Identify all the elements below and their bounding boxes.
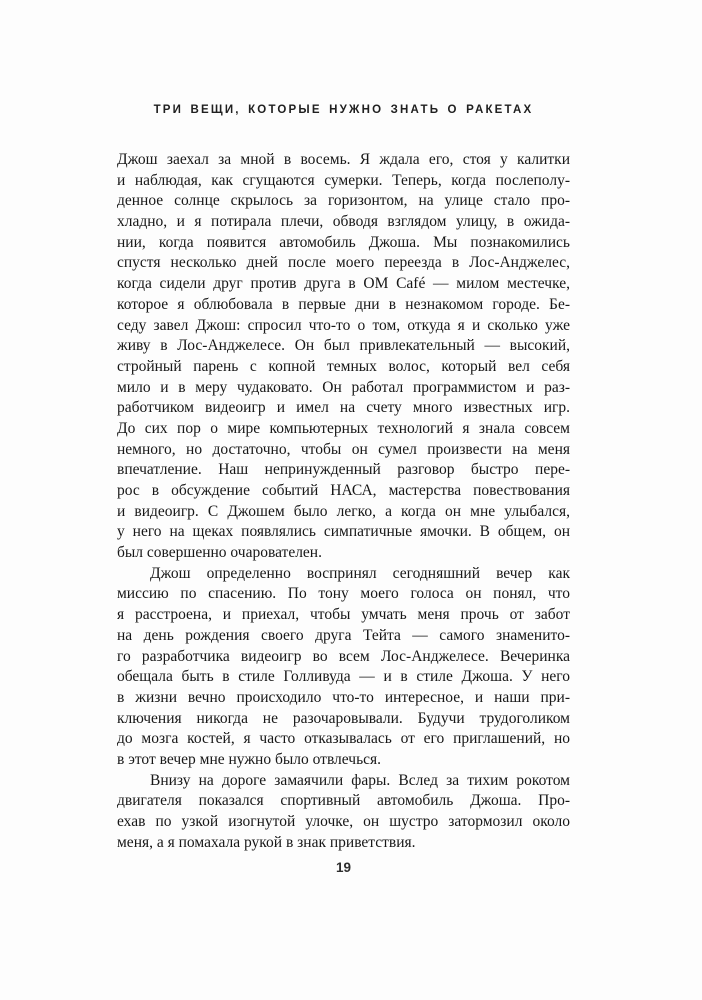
text-line: ехав по узкой изогнутой улочке, он шустро затормозил около <box>117 813 570 830</box>
text-line: Внизу на дороге замаячили фары. Вслед за тихим рокотом <box>150 771 570 789</box>
text-line: Джош заехал за мной в восемь. Я ждала его, стоя у калитки <box>117 151 570 168</box>
text-line: го разработчика видеоигр во всем Лос-Анджелесе. Вечеринка <box>117 647 570 665</box>
paragraph <box>117 150 570 564</box>
running-head: ТРИ ВЕЩИ, КОТОРЫЕ НУЖНО ЗНАТЬ О РАКЕТАХ <box>153 104 534 116</box>
text-line: на день рождения своего друга Тейта — самого знаменито- <box>117 626 570 644</box>
text-line: меня, а я помахала рукой в знак приветствия. <box>117 833 416 851</box>
text-line: и видеоигр. С Джошем было легко, а когда он мне улыбался, <box>117 502 570 520</box>
text-line: седу завел Джош: спросил что-то о том, откуда я и сколько уже <box>117 316 570 334</box>
text-line: мило и в меру чудаковато. Он работал программистом и раз- <box>117 378 570 396</box>
text-block <box>117 150 570 853</box>
text-line: стройный парень с копной темных волос, который вел себя <box>117 357 570 375</box>
text-line: рос в обсуждение событий НАСА, мастерства повествования <box>117 482 570 499</box>
text-line: у него на щеках появлялись симпатичные ямочки. В общем, он <box>117 523 570 541</box>
text-line: до мозга костей, я часто отказывалась от его приглашений, но <box>117 730 570 748</box>
text-line: в жизни вечно происходило что-то интересное, и наши при- <box>117 688 570 706</box>
paragraph <box>117 771 570 854</box>
page-number: 19 <box>335 860 352 875</box>
text-line: денное солнце скрылось за горизонтом, на улице стало про- <box>117 192 570 210</box>
text-line: миссию по спасению. По тону моего голоса он понял, что <box>117 585 570 603</box>
paragraph <box>117 564 570 771</box>
text-line: и наблюдая, как сгущаются сумерки. Теперь, когда послеполу- <box>117 171 570 189</box>
text-line: я расстроена, и приехал, чтобы умчать меня прочь от забот <box>117 606 570 624</box>
text-line: спустя несколько дней после моего переезда в Лос-Анджелес, <box>117 254 570 272</box>
text-line: немного, но достаточно, чтобы он сумел произвести на меня <box>117 440 570 458</box>
text-line: Джош определенно воспринял сегодняшний вечер как <box>150 564 570 582</box>
text-line: двигателя показался спортивный автомобиль Джоша. Про- <box>117 792 570 810</box>
text-line: впечатление. Наш непринужденный разговор быстро пере- <box>117 461 570 479</box>
text-line: нии, когда появится автомобиль Джоша. Мы познакомились <box>117 233 570 251</box>
text-line: был совершенно очарователен. <box>117 544 322 562</box>
text-line: которое я облюбовала в первые дни в незнакомом городе. Бе- <box>117 295 570 313</box>
text-line: когда сидели друг против друга в OM Café — милом местечке, <box>117 275 570 293</box>
text-line: работчиком видеоигр и имел на счету много известных игр. <box>117 399 570 417</box>
text-line: в этот вечер мне нужно было отвлечься. <box>117 750 382 768</box>
text-line: ключения никогда не разочаровывали. Будучи трудоголиком <box>117 709 570 727</box>
text-line: До сих пор о мире компьютерных технологий я знала совсем <box>117 419 570 437</box>
text-line: живу в Лос-Анджелесе. Он был привлекательный — высокий, <box>117 337 570 355</box>
text-line: обещала быть в стиле Голливуда — и в стиле Джоша. У него <box>117 668 570 686</box>
text-line: хладно, и я потирала плечи, обводя взглядом улицу, в ожида- <box>117 213 570 231</box>
